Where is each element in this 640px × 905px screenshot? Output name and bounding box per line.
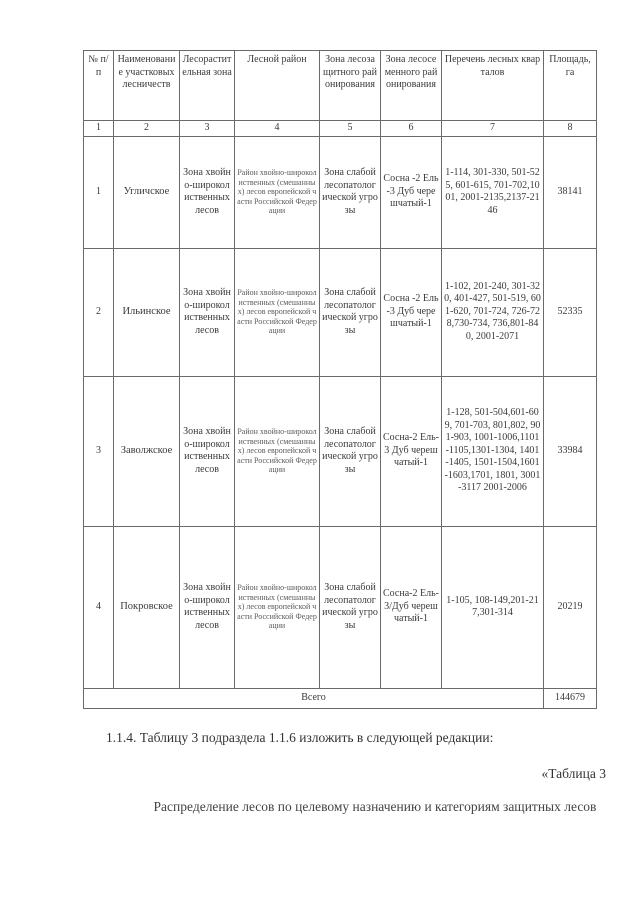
column-number: 5 <box>320 121 381 137</box>
header-cell: Перечень лесных кварталов <box>442 51 544 121</box>
row-number: 2 <box>84 248 114 376</box>
protection-zone: Зона слабой лесопатологической угрозы <box>320 136 381 248</box>
forest-quarters: 1-105, 108-149,201-217,301-314 <box>442 526 544 688</box>
column-number-row <box>84 121 597 137</box>
forestry-table <box>83 50 597 709</box>
row-number: 3 <box>84 376 114 526</box>
row-number: 4 <box>84 526 114 688</box>
row-number: 1 <box>84 136 114 248</box>
area-value: 20219 <box>544 526 597 688</box>
forestry-name: Покровское <box>114 526 180 688</box>
header-cell: Наименование участковых лесничеств <box>114 51 180 121</box>
seed-zone: Сосна-2 Ель-3 Дуб черешчатый-1 <box>381 376 442 526</box>
area-value: 52335 <box>544 248 597 376</box>
forestry-name: Заволжское <box>114 376 180 526</box>
header-cell: Зона лесозащитного районирования <box>320 51 381 121</box>
table-row <box>84 526 597 688</box>
total-row <box>84 688 597 708</box>
forest-district: Район хвойно-широколиственных (смешанных) лесов европейской части Российской Федерации <box>235 376 320 526</box>
header-cell: Лесорастительная зона <box>180 51 235 121</box>
forestry-name: Угличское <box>114 136 180 248</box>
table-caption: Распределение лесов по целевому назначению и категориям защитных лесов <box>153 799 597 814</box>
protection-zone: Зона слабой лесопатологической угрозы <box>320 248 381 376</box>
forest-quarters: 1-102, 201-240, 301-320, 401-427, 501-519, 601-620, 701-724, 726-728,730-734, 736,801-840, 2001-2071 <box>442 248 544 376</box>
table-reference: «Таблица 3 <box>541 766 606 781</box>
column-number: 6 <box>381 121 442 137</box>
column-number: 7 <box>442 121 544 137</box>
vegetation-zone: Зона хвойно-широколиственных лесов <box>180 248 235 376</box>
protection-zone: Зона слабой лесопатологической угрозы <box>320 526 381 688</box>
table-row <box>84 136 597 248</box>
column-number: 4 <box>235 121 320 137</box>
table-row <box>84 248 597 376</box>
total-value: 144679 <box>544 688 597 708</box>
forest-district: Район хвойно-широколиственных (смешанных) лесов европейской части Российской Федерации <box>235 136 320 248</box>
area-value: 38141 <box>544 136 597 248</box>
protection-zone: Зона слабой лесопатологической угрозы <box>320 376 381 526</box>
vegetation-zone: Зона хвойно-широколиственных лесов <box>180 526 235 688</box>
vegetation-zone: Зона хвойно-широколиственных лесов <box>180 376 235 526</box>
table-row <box>84 376 597 526</box>
column-number: 3 <box>180 121 235 137</box>
forestry-name: Ильинское <box>114 248 180 376</box>
seed-zone: Сосна -2 Ель-3 Дуб черешчатый-1 <box>381 248 442 376</box>
column-number: 1 <box>84 121 114 137</box>
amendment-paragraph: 1.1.4. Таблицу 3 подраздела 1.1.6 изложить в следующей редакции: <box>106 730 494 745</box>
table-header-row <box>84 51 597 121</box>
vegetation-zone: Зона хвойно-широколиственных лесов <box>180 136 235 248</box>
header-cell: № п/п <box>84 51 114 121</box>
forest-district: Район хвойно-широколиственных (смешанных) лесов европейской части Российской Федерации <box>235 526 320 688</box>
forest-quarters: 1-114, 301-330, 501-525, 601-615, 701-702,1001, 2001-2135,2137-2146 <box>442 136 544 248</box>
forest-quarters: 1-128, 501-504,601-609, 701-703, 801,802, 901-903, 1001-1006,1101-1105,1301-1304, 1401-1405, 1501-1504,1601-1603,1701, 1801, 3001-3117 2001-2006 <box>442 376 544 526</box>
forest-district: Район хвойно-широколиственных (смешанных) лесов европейской части Российской Федерации <box>235 248 320 376</box>
column-number: 8 <box>544 121 597 137</box>
total-label: Всего <box>84 688 544 708</box>
column-number: 2 <box>114 121 180 137</box>
seed-zone: Сосна -2 Ель-3 Дуб черешчатый-1 <box>381 136 442 248</box>
seed-zone: Сосна-2 Ель-3/Дуб черешчатый-1 <box>381 526 442 688</box>
header-cell: Лесной район <box>235 51 320 121</box>
area-value: 33984 <box>544 376 597 526</box>
header-cell: Площадь, га <box>544 51 597 121</box>
header-cell: Зона лесосеменного районирования <box>381 51 442 121</box>
